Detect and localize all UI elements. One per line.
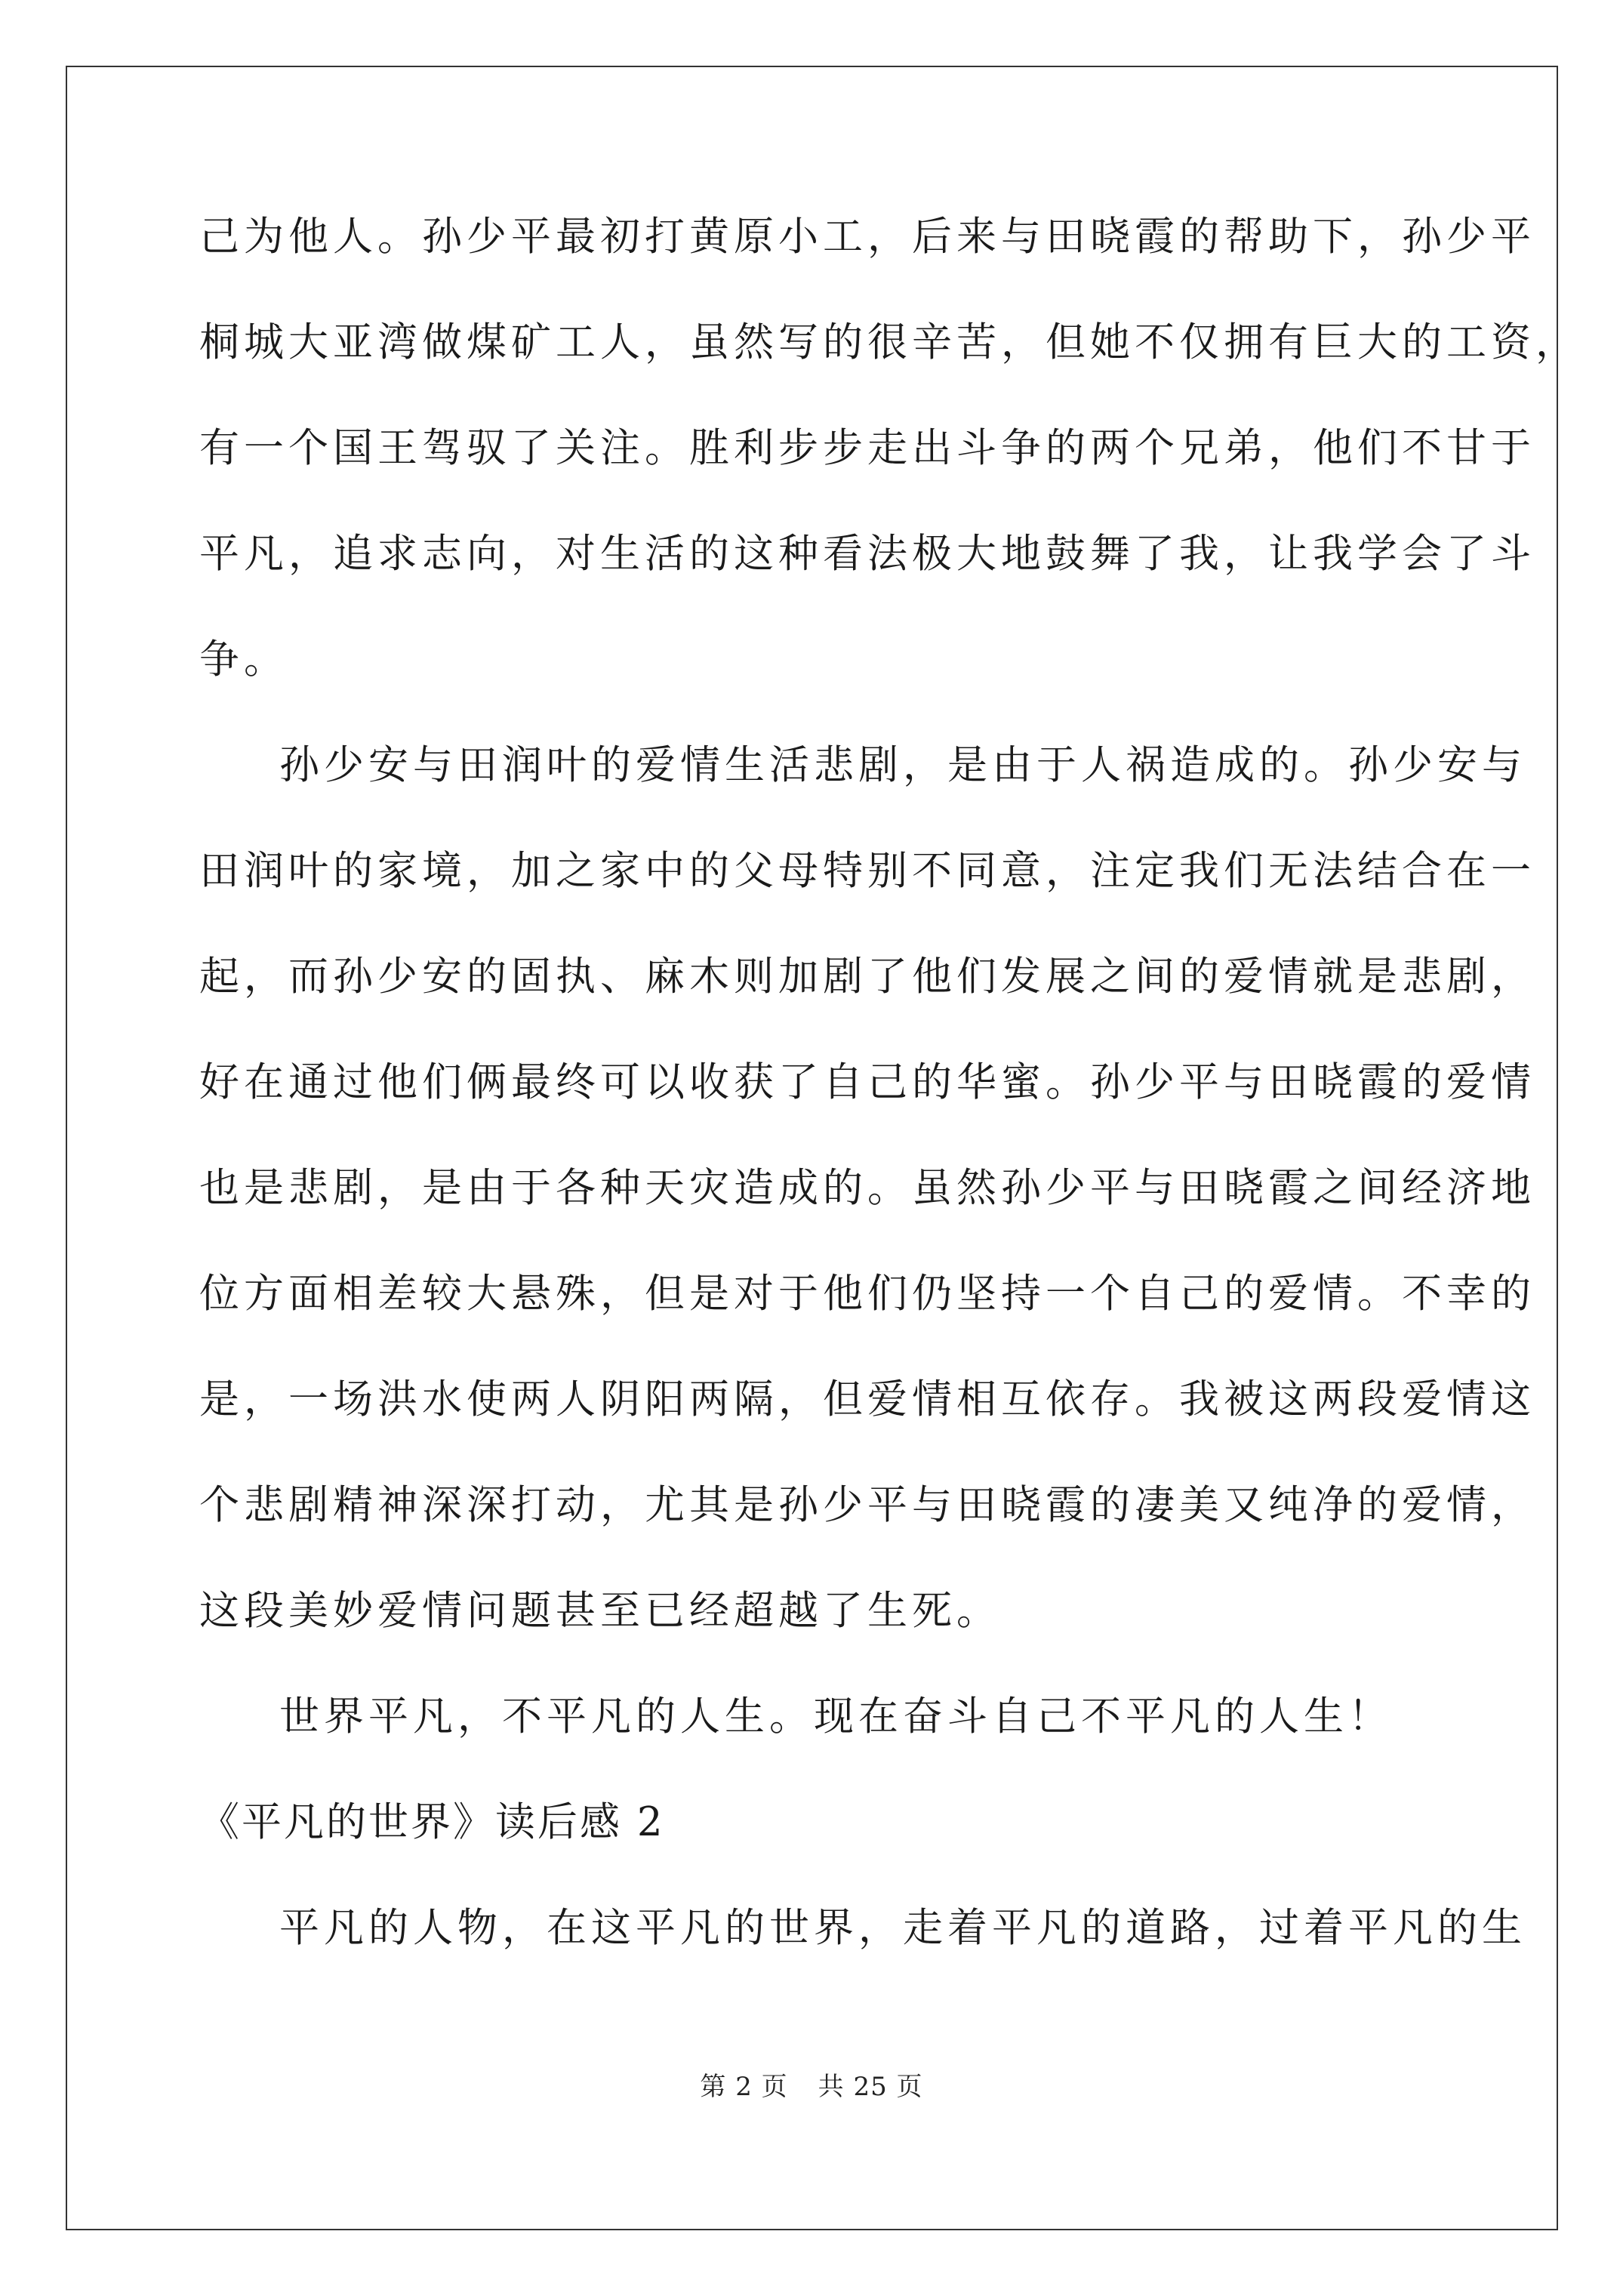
- section-title: 《平凡的世界》读后感 2: [199, 1799, 665, 1845]
- text-line: 己为他人。孙少平最初打黄原小工，后来与田晓霞的帮助下，孙少平: [199, 214, 1535, 260]
- text-line: 争。: [199, 636, 288, 683]
- text-line: 起，而孙少安的固执、麻木则加剧了他们发展之间的爱情就是悲剧，: [199, 954, 1535, 1000]
- text-line: 是，一场洪水使两人阴阳两隔，但爱情相互依存。我被这两段爱情这: [199, 1376, 1535, 1422]
- paragraph-first-line: 平凡的人物，在这平凡的世界，走着平凡的道路，过着平凡的生: [279, 1905, 1526, 1951]
- text-line: 这段美妙爱情问题甚至已经超越了生死。: [199, 1588, 1001, 1634]
- paragraph-first-line: 孙少安与田润叶的爱情生活悲剧，是由于人祸造成的。孙少安与: [279, 742, 1526, 788]
- text-line: 位方面相差较大悬殊，但是对于他们仍坚持一个自己的爱情。不幸的: [199, 1271, 1535, 1317]
- text-line: 桐城大亚湾做煤矿工人，虽然写的很辛苦，但她不仅拥有巨大的工资，: [199, 319, 1580, 365]
- text-line: 有一个国王驾驭了关注。胜利步步走出斗争的两个兄弟，他们不甘于: [199, 425, 1535, 471]
- text-line: 也是悲剧，是由于各种天灾造成的。虽然孙少平与田晓霞之间经济地: [199, 1165, 1535, 1211]
- paragraph-first-line: 世界平凡，不平凡的人生。现在奋斗自己不平凡的人生！: [279, 1693, 1393, 1740]
- page-total: 共 25 页: [818, 2072, 923, 2102]
- text-line: 个悲剧精神深深打动，尤其是孙少平与田晓霞的凄美又纯净的爱情，: [199, 1482, 1535, 1528]
- document-body: [199, 214, 1580, 2011]
- text-line: 好在通过他们俩最终可以收获了自己的华蜜。孙少平与田晓霞的爱情: [199, 1059, 1535, 1105]
- text-line: 田润叶的家境，加之家中的父母特别不同意，注定我们无法结合在一: [199, 848, 1535, 894]
- page-footer: [0, 2066, 1623, 2103]
- text-line: 平凡，追求志向，对生活的这种看法极大地鼓舞了我，让我学会了斗: [199, 531, 1535, 577]
- page-number: 第 2 页: [700, 2072, 788, 2102]
